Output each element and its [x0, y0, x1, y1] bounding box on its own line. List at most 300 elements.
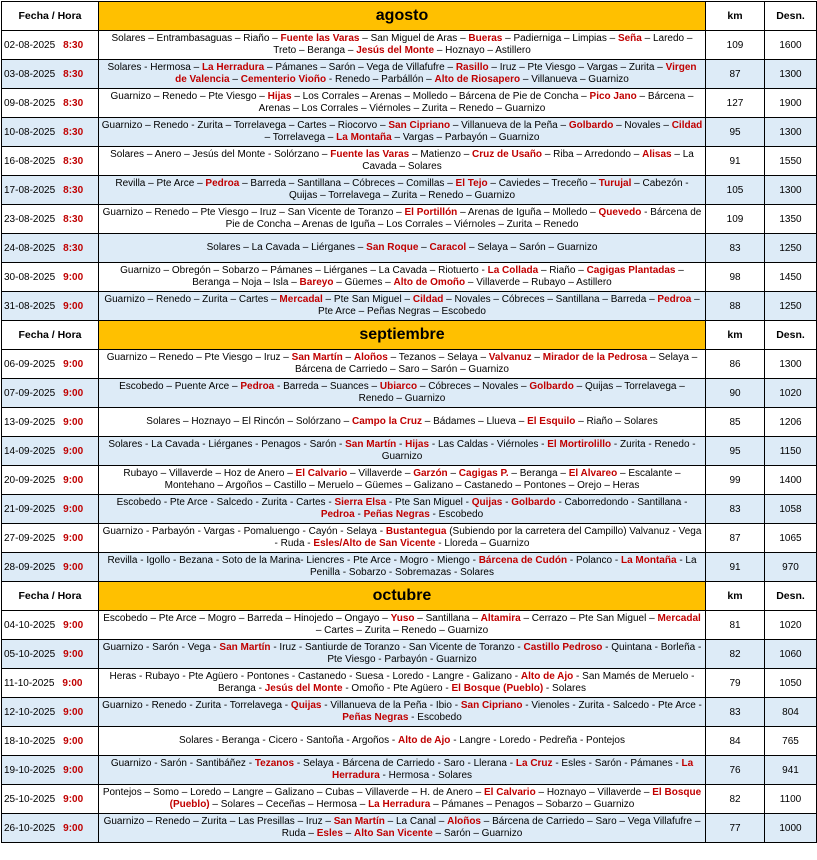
route-text: – La Canal –	[384, 816, 448, 827]
table-row	[2, 379, 817, 408]
km-cell: 105	[706, 176, 765, 205]
route-text: – Bárcena – Arenas – Los Corrales – Viérnoles – Zurita – Renedo – Guarnizo	[258, 91, 694, 114]
route-text: Pontejos – Somo – Loredo – Langre – Galizano – Cubas – Villaverde – H. de Anero –	[102, 787, 484, 798]
route-text: - Barreda – Suances –	[274, 381, 380, 392]
route-text: - Esles - Sarón - Pámanes -	[552, 758, 682, 769]
date-time-cell	[2, 640, 99, 669]
route-text: - Hermosa - Solares	[379, 770, 473, 781]
ride-date: 07-09-2025	[4, 387, 56, 399]
ride-date: 06-09-2025	[4, 358, 56, 370]
ride-time: 8:30	[63, 97, 84, 109]
table-row	[2, 350, 817, 379]
route-cell	[99, 234, 706, 263]
table-row	[2, 727, 817, 756]
route-cell	[99, 669, 706, 698]
table-row	[2, 553, 817, 582]
highlighted-climb: Golbardo	[568, 120, 614, 131]
highlighted-climb: Rasillo	[455, 62, 489, 73]
route-text: – Selaya – Bárcena de Carriedo – Saro – Sarón – Guarnizo	[294, 352, 698, 375]
table-row	[2, 205, 817, 234]
route-text: - Langre - Loredo - Pedreña - Pontejos	[450, 735, 625, 746]
highlighted-climb: Jesús del Monte	[264, 683, 343, 694]
table-row	[2, 118, 817, 147]
route-text: – Villaverde – Rubayo – Astillero	[465, 277, 612, 288]
desn-column-header: Desn.	[765, 2, 817, 31]
route-text: - Quintana - Borleña - Pte Viesgo - Parbayón - Guarnizo	[327, 642, 702, 665]
route-text: – Torrelavega –	[264, 132, 337, 143]
route-text: - Zurita - Renedo - Guarnizo	[381, 439, 696, 462]
ride-time: 8:30	[63, 242, 84, 254]
route-text: – Selaya – Sarón – Guarnizo	[466, 242, 598, 253]
desn-cell: 804	[765, 698, 817, 727]
route-text: - Villanueva de la Peña - Ibio -	[321, 700, 461, 711]
route-text: – San Miguel de Aras –	[359, 33, 469, 44]
highlighted-climb: Cildad	[671, 120, 703, 131]
route-text: – Güemes –	[333, 277, 394, 288]
desn-cell: 765	[765, 727, 817, 756]
ride-time: 9:00	[63, 793, 84, 805]
highlighted-climb: La Montaña	[336, 132, 392, 143]
table-row	[2, 437, 817, 466]
highlighted-climb: La Herradura	[331, 758, 694, 781]
ride-date: 30-08-2025	[4, 271, 56, 283]
date-time-cell	[2, 785, 99, 814]
km-cell: 87	[706, 60, 765, 89]
route-text: – Cerrazo – Pte San Miguel –	[520, 613, 658, 624]
route-text: –	[229, 74, 241, 85]
km-cell: 91	[706, 147, 765, 176]
route-text: – Novales –	[613, 120, 672, 131]
route-text: – Vargas – Parbayón – Guarnizo	[391, 132, 540, 143]
ride-time: 9:00	[63, 387, 84, 399]
route-text: -	[396, 439, 406, 450]
route-text: – Matienzo –	[409, 149, 473, 160]
ride-date: 14-09-2025	[4, 445, 56, 457]
highlighted-climb: Cagigas P.	[458, 468, 509, 479]
route-text: Guarnizo – Renedo – Zurita – Las Presillas – Iruz –	[103, 816, 334, 827]
date-column-header: Fecha / Hora	[2, 321, 99, 350]
date-time-cell	[2, 495, 99, 524]
ride-time: 9:00	[63, 648, 84, 660]
route-text: - Caborredondo - Santillana -	[555, 497, 688, 508]
route-text: Solares – Anero – Jesús del Monte - Solórzano –	[110, 149, 331, 160]
km-cell: 127	[706, 89, 765, 118]
highlighted-climb: Esles	[316, 828, 343, 839]
date-time-cell	[2, 698, 99, 727]
route-text: Revilla – Pte Arce –	[115, 178, 206, 189]
ride-time: 9:00	[63, 503, 84, 515]
table-row	[2, 147, 817, 176]
desn-cell: 1050	[765, 669, 817, 698]
route-cell	[99, 147, 706, 176]
route-text: – La Cavada – Solares	[362, 149, 694, 172]
highlighted-climb: Seña	[617, 33, 642, 44]
highlighted-climb: Cementerio Vioño	[240, 74, 327, 85]
route-text: Escobedo – Pte Arce – Mogro – Barreda – Hinojedo – Ongayo –	[103, 613, 391, 624]
table-row	[2, 234, 817, 263]
route-text: – Los Corrales – Arenas – Molledo – Bárcena de Pie de Concha –	[291, 91, 590, 102]
km-cell: 79	[706, 669, 765, 698]
desn-cell: 1058	[765, 495, 817, 524]
route-text: - Iruz - Santiurde de Toranzo - San Vicente de Toranzo -	[270, 642, 524, 653]
ride-date: 11-10-2025	[4, 677, 55, 689]
ride-time: 8:30	[63, 39, 84, 51]
highlighted-climb: Campo la Cruz	[351, 416, 422, 427]
route-text: – Beranga –	[508, 468, 569, 479]
ride-date: 13-09-2025	[4, 416, 56, 428]
km-cell: 85	[706, 408, 765, 437]
desn-cell: 1400	[765, 466, 817, 495]
desn-cell: 1300	[765, 350, 817, 379]
km-cell: 82	[706, 785, 765, 814]
highlighted-climb: Altamira	[480, 613, 521, 624]
highlighted-climb: Cruz de Usaño	[472, 149, 543, 160]
route-cell	[99, 727, 706, 756]
route-text: – Villanueva – Guarnizo	[520, 74, 629, 85]
km-cell: 83	[706, 495, 765, 524]
ride-date: 03-08-2025	[4, 68, 56, 80]
ride-time: 9:00	[63, 561, 84, 573]
route-text: – Cabezón - Quijas – Torrelavega – Zurita – Renedo – Guarnizo	[288, 178, 689, 201]
km-cell: 76	[706, 756, 765, 785]
route-cell	[99, 553, 706, 582]
desn-column-header: Desn.	[765, 582, 817, 611]
route-text: Escobedo - Pte Arce - Salcedo - Zurita - Cartes -	[116, 497, 335, 508]
route-text: – Solares – Ceceñas – Hermosa –	[209, 799, 369, 810]
desn-cell: 1900	[765, 89, 817, 118]
ride-time: 8:30	[63, 68, 84, 80]
route-text: – Bádames – Llueva –	[422, 416, 528, 427]
highlighted-climb: Jesús del Monte	[356, 45, 435, 56]
route-cell	[99, 350, 706, 379]
highlighted-climb: Mercadal	[657, 613, 701, 624]
desn-cell: 1600	[765, 31, 817, 60]
route-text: Solares – Entrambasaguas – Riaño –	[111, 33, 281, 44]
route-text: – Riaño –	[538, 265, 587, 276]
month-title: septiembre	[99, 321, 706, 350]
route-cell	[99, 611, 706, 640]
table-row	[2, 698, 817, 727]
desn-cell: 1450	[765, 263, 817, 292]
ride-date: 31-08-2025	[4, 300, 56, 312]
route-cell	[99, 176, 706, 205]
table-row	[2, 60, 817, 89]
route-text: Guarnizo – Renedo – Pte Viesgo – Iruz – San Vicente de Toranzo –	[102, 207, 405, 218]
table-row	[2, 640, 817, 669]
route-text: - Escobedo	[408, 712, 462, 723]
route-text: –	[531, 352, 543, 363]
ride-date: 16-08-2025	[4, 155, 56, 167]
ride-date: 09-08-2025	[4, 97, 56, 109]
highlighted-climb: Quijas	[471, 497, 503, 508]
ride-time: 8:30	[63, 213, 84, 225]
ride-time: 8:30	[63, 126, 84, 138]
ride-time: 9:00	[62, 677, 83, 689]
ride-time: 9:00	[63, 532, 84, 544]
schedule-body	[2, 2, 817, 843]
route-cell	[99, 640, 706, 669]
desn-column-header: Desn.	[765, 321, 817, 350]
highlighted-climb: Golbardo	[511, 497, 556, 508]
route-text: -	[354, 509, 364, 520]
route-cell	[99, 756, 706, 785]
highlighted-climb: Cildad	[412, 294, 444, 305]
highlighted-climb: Pedroa	[657, 294, 692, 305]
table-row	[2, 495, 817, 524]
highlighted-climb: El Mortirolillo	[547, 439, 612, 450]
route-text: – Riba – Arredondo –	[542, 149, 643, 160]
highlighted-climb: La Herradura	[368, 799, 431, 810]
ride-time: 9:00	[63, 619, 84, 631]
ride-date: 24-08-2025	[4, 242, 56, 254]
route-cell	[99, 205, 706, 234]
ride-date: 19-10-2025	[4, 764, 56, 776]
highlighted-climb: San Martín	[345, 439, 397, 450]
highlighted-climb: Alto San Vicente	[354, 828, 433, 839]
highlighted-climb: Alisas	[642, 149, 672, 160]
highlighted-climb: San Martín	[333, 816, 385, 827]
route-text: - Bárcena de Pie de Concha – Arenas de Iguña – Los Corrales – Viérnoles – Zurita – Renedo	[225, 207, 702, 230]
table-row	[2, 263, 817, 292]
highlighted-climb: Garzón	[413, 468, 448, 479]
date-time-cell	[2, 756, 99, 785]
highlighted-climb: La Collada	[487, 265, 539, 276]
highlighted-climb: Esles/Alto de San Vicente	[313, 538, 436, 549]
km-cell: 88	[706, 292, 765, 321]
table-row	[2, 611, 817, 640]
table-row	[2, 814, 817, 843]
route-text: Solares – Hoznayo – El Rincón – Solórzano –	[146, 416, 352, 427]
route-text: Guarnizo – Renedo – Pte Viesgo – Iruz –	[106, 352, 292, 363]
highlighted-climb: Hijas	[267, 91, 292, 102]
highlighted-climb: Quevedo	[598, 207, 642, 218]
date-time-cell	[2, 263, 99, 292]
month-title: octubre	[99, 582, 706, 611]
route-text: – Hoznayo – Astillero	[434, 45, 531, 56]
route-cell	[99, 408, 706, 437]
date-column-header: Fecha / Hora	[2, 582, 99, 611]
highlighted-climb: Alto de Ajo	[520, 671, 574, 682]
highlighted-climb: San Cipriano	[388, 120, 451, 131]
ride-date: 17-08-2025	[4, 184, 56, 196]
route-text: – Pámanes – Penagos – Sobarzo – Guarnizo	[430, 799, 635, 810]
route-text: Guarnizo - Renedo - Zurita - Torrelavega -	[102, 700, 291, 711]
ride-date: 05-10-2025	[4, 648, 56, 660]
route-text: – Cartes – Zurita – Renedo – Guarnizo	[315, 625, 489, 636]
highlighted-climb: Valvanuz	[488, 352, 532, 363]
route-text: Guarnizo - Sarón - Santibáñez -	[110, 758, 255, 769]
ride-time: 8:30	[63, 155, 84, 167]
highlighted-climb: San Martín	[219, 642, 271, 653]
highlighted-climb: Alto de Riosapero	[434, 74, 521, 85]
km-cell: 95	[706, 437, 765, 466]
date-time-cell	[2, 611, 99, 640]
highlighted-climb: Peñas Negras	[342, 712, 409, 723]
route-text: –	[418, 242, 430, 253]
highlighted-climb: El Calvario	[295, 468, 348, 479]
route-text: - Pte San Miguel -	[386, 497, 472, 508]
route-cell	[99, 292, 706, 321]
ride-date: 04-10-2025	[4, 619, 56, 631]
route-text: –	[342, 352, 354, 363]
route-text: - La Penilla - Sobarzo - Sobremazas - Solares	[310, 555, 697, 578]
route-text: – Padierniga – Limpias –	[502, 33, 618, 44]
ride-schedule-table	[1, 1, 817, 843]
route-cell	[99, 263, 706, 292]
route-text: – Quijas – Torrelavega – Renedo – Guarnizo	[358, 381, 685, 404]
route-text: - Las Caldas - Viérnoles -	[429, 439, 548, 450]
ride-time: 9:00	[63, 271, 84, 283]
route-text: - Vienoles - Zurita - Salcedo - Pte Arce -	[522, 700, 702, 711]
km-cell: 86	[706, 350, 765, 379]
route-text: – Iruz – Pte Viesgo – Vargas – Zurita –	[488, 62, 666, 73]
route-text: – Villanueva de la Peña –	[450, 120, 569, 131]
route-cell	[99, 466, 706, 495]
km-column-header: km	[706, 321, 765, 350]
route-text: Heras - Rubayo - Pte Agüero - Pontones - Castanedo - Suesa - Loredo - Langre - Galizano -	[109, 671, 521, 682]
desn-cell: 941	[765, 756, 817, 785]
km-cell: 77	[706, 814, 765, 843]
km-cell: 95	[706, 118, 765, 147]
route-text: (Subiendo por la carretera del Campillo) Valvanuz - Vega - Ruda -	[274, 526, 702, 549]
route-text: – Pte Arce – Peñas Negras – Escobedo	[318, 294, 700, 317]
date-time-cell	[2, 176, 99, 205]
highlighted-climb: Tezanos	[254, 758, 295, 769]
month-header-agosto	[2, 2, 817, 31]
route-text: – Pámanes – Sarón – Vega de Villafufre –	[264, 62, 456, 73]
ride-time: 9:00	[63, 445, 84, 457]
ride-time: 9:00	[63, 735, 84, 747]
highlighted-climb: Mercadal	[279, 294, 323, 305]
route-text: – Beranga – Noja – Isla –	[192, 265, 684, 288]
route-text: – Tezanos – Selaya –	[387, 352, 489, 363]
route-cell	[99, 495, 706, 524]
km-cell: 83	[706, 234, 765, 263]
ride-time: 9:00	[63, 358, 84, 370]
route-text: Solares – La Cavada – Liérganes –	[206, 242, 367, 253]
highlighted-climb: El Esquilo	[527, 416, 576, 427]
km-cell: 84	[706, 727, 765, 756]
km-cell: 87	[706, 524, 765, 553]
table-row	[2, 669, 817, 698]
route-cell	[99, 785, 706, 814]
date-time-cell	[2, 118, 99, 147]
km-cell: 98	[706, 263, 765, 292]
ride-date: 12-10-2025	[4, 706, 56, 718]
highlighted-climb: Aloños	[447, 816, 481, 827]
highlighted-climb: Fuente las Varas	[330, 149, 410, 160]
route-text: – Hoznayo – Villaverde –	[535, 787, 653, 798]
table-row	[2, 785, 817, 814]
highlighted-climb: Virgen de Valencia	[175, 62, 697, 85]
desn-cell: 1300	[765, 176, 817, 205]
highlighted-climb: Pedroa	[320, 509, 355, 520]
highlighted-climb: El Calvario	[484, 787, 536, 798]
route-text: - San Mamés de Meruelo - Beranga -	[218, 671, 695, 694]
highlighted-climb: El Bosque (Pueblo)	[169, 787, 702, 810]
route-text: Guarnizo – Renedo – Pte Viesgo –	[110, 91, 268, 102]
highlighted-climb: Peñas Negras	[363, 509, 430, 520]
desn-cell: 1065	[765, 524, 817, 553]
desn-cell: 1550	[765, 147, 817, 176]
highlighted-climb: Bustantegua	[385, 526, 447, 537]
ride-date: 21-09-2025	[4, 503, 56, 515]
highlighted-climb: Fuente las Varas	[280, 33, 360, 44]
date-time-cell	[2, 524, 99, 553]
route-cell	[99, 118, 706, 147]
km-cell: 90	[706, 379, 765, 408]
date-time-cell	[2, 350, 99, 379]
date-time-cell	[2, 437, 99, 466]
desn-cell: 970	[765, 553, 817, 582]
table-row	[2, 408, 817, 437]
route-text: – Sarón – Guarnizo	[432, 828, 523, 839]
route-text: Guarnizo – Renedo - Zurita – Torrelavega – Cartes – Riocorvo –	[101, 120, 389, 131]
highlighted-climb: La Cruz	[515, 758, 553, 769]
km-column-header: km	[706, 582, 765, 611]
ride-time: 9:00	[63, 300, 84, 312]
route-text: - Solares	[543, 683, 586, 694]
highlighted-climb: El Portillón	[404, 207, 458, 218]
km-cell: 99	[706, 466, 765, 495]
ride-date: 20-09-2025	[4, 474, 56, 486]
km-cell: 109	[706, 31, 765, 60]
desn-cell: 1060	[765, 640, 817, 669]
highlighted-climb: El Bosque (Pueblo)	[451, 683, 544, 694]
highlighted-climb: La Montaña	[620, 555, 677, 566]
date-time-cell	[2, 292, 99, 321]
route-text: - Lloreda – Guarnizo	[435, 538, 530, 549]
highlighted-climb: Quijas	[290, 700, 322, 711]
highlighted-climb: Hijas	[405, 439, 430, 450]
route-text: - Escobedo	[429, 509, 484, 520]
highlighted-climb: El Alvareo	[568, 468, 618, 479]
ride-time: 9:00	[63, 822, 84, 834]
ride-date: 27-09-2025	[4, 532, 56, 544]
route-text: – Caviedes – Treceño –	[487, 178, 599, 189]
highlighted-climb: San Roque	[366, 242, 419, 253]
route-text: Guarnizo - Parbayón - Vargas - Pomaluengo - Cayón - Selaya -	[102, 526, 386, 537]
highlighted-climb: Castillo Pedroso	[523, 642, 603, 653]
ride-time: 8:30	[63, 184, 84, 196]
desn-cell: 1250	[765, 234, 817, 263]
ride-date: 02-08-2025	[4, 39, 56, 51]
highlighted-climb: San Cipriano	[460, 700, 523, 711]
route-text: - Polanco -	[567, 555, 621, 566]
route-cell	[99, 698, 706, 727]
date-time-cell	[2, 31, 99, 60]
highlighted-climb: Cagigas Plantadas	[586, 265, 676, 276]
route-text: – Escalante – Montehano – Argoños – Castillo – Meruelo – Güemes – Galizano – Castanedo – Pontones – Orejo – Heras	[164, 468, 681, 491]
km-cell: 109	[706, 205, 765, 234]
highlighted-climb: La Herradura	[201, 62, 265, 73]
route-text: – Pte San Miguel –	[322, 294, 413, 305]
highlighted-climb: San Martín	[291, 352, 343, 363]
route-text: Guarnizo – Renedo – Zurita – Cartes –	[104, 294, 280, 305]
route-text: – Santillana –	[414, 613, 481, 624]
desn-cell: 1206	[765, 408, 817, 437]
ride-time: 9:00	[63, 474, 84, 486]
route-text: – Villaverde –	[347, 468, 414, 479]
route-text: – Novales – Cóbreces – Santillana – Barreda –	[443, 294, 658, 305]
date-time-cell	[2, 205, 99, 234]
ride-date: 18-10-2025	[4, 735, 56, 747]
route-text: Escobedo – Puente Arce –	[119, 381, 241, 392]
route-text: – Barreda – Santillana – Cóbreces – Comillas –	[239, 178, 456, 189]
highlighted-climb: Sierra Elsa	[334, 497, 387, 508]
date-time-cell	[2, 553, 99, 582]
date-column-header: Fecha / Hora	[2, 2, 99, 31]
